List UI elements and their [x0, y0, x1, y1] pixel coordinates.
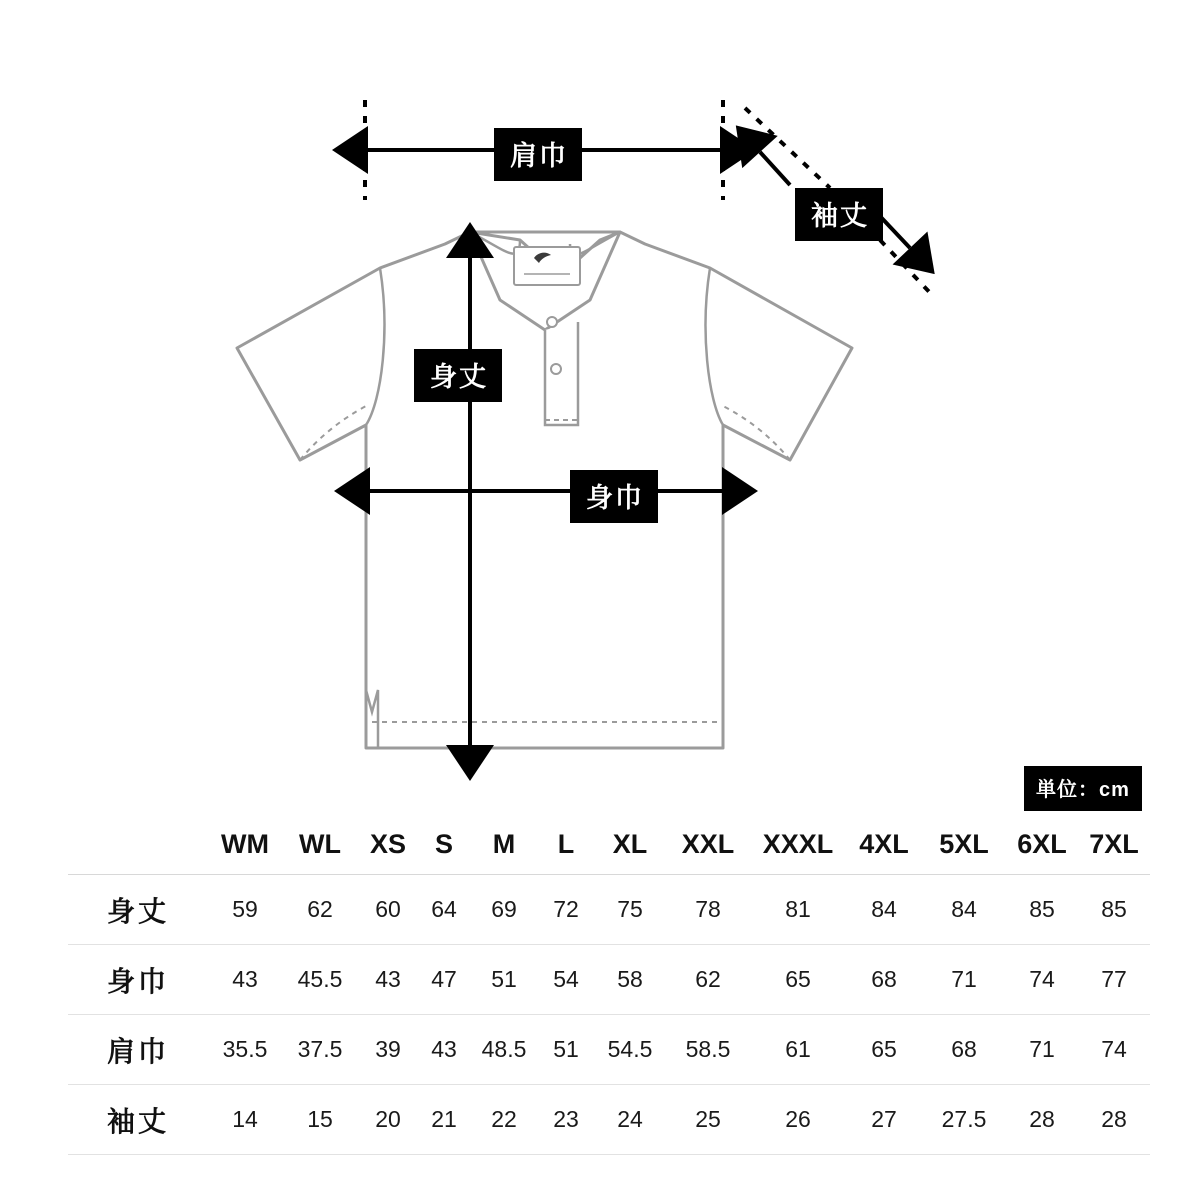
table-cell: 62	[282, 875, 358, 945]
table-cell: 51	[470, 945, 538, 1015]
column-header: XS	[358, 828, 418, 875]
column-header: 5XL	[922, 828, 1006, 875]
measurements-table	[68, 828, 1150, 1155]
table-cell: 20	[358, 1085, 418, 1155]
sleeve-length-arrow-upper	[760, 152, 790, 185]
table-cell: 43	[208, 945, 282, 1015]
table-cell: 71	[922, 945, 1006, 1015]
table-cell: 68	[846, 945, 922, 1015]
table-corner-cell	[68, 828, 208, 875]
table-cell: 58	[594, 945, 666, 1015]
table-cell: 81	[750, 875, 846, 945]
table-cell: 71	[1006, 1015, 1078, 1085]
table-cell: 51	[538, 1015, 594, 1085]
table-cell: 15	[282, 1085, 358, 1155]
button-top	[547, 317, 557, 327]
table-row	[68, 875, 1150, 945]
table-cell: 28	[1078, 1085, 1150, 1155]
table-cell: 64	[418, 875, 470, 945]
table-cell: 22	[470, 1085, 538, 1155]
table-cell: 75	[594, 875, 666, 945]
table-cell: 65	[846, 1015, 922, 1085]
column-header: 4XL	[846, 828, 922, 875]
measurements-table-wrapper	[68, 828, 1143, 1155]
table-cell: 23	[538, 1085, 594, 1155]
table-cell: 27	[846, 1085, 922, 1155]
table-header-row	[68, 828, 1150, 875]
neck-label	[514, 247, 580, 285]
table-cell: 74	[1006, 945, 1078, 1015]
table-cell: 62	[666, 945, 750, 1015]
table-cell: 69	[470, 875, 538, 945]
table-cell: 35.5	[208, 1015, 282, 1085]
label-sleeve-length: 袖丈	[795, 188, 883, 241]
table-cell: 61	[750, 1015, 846, 1085]
table-cell: 60	[358, 875, 418, 945]
table-cell: 77	[1078, 945, 1150, 1015]
table-row	[68, 945, 1150, 1015]
table-cell: 54	[538, 945, 594, 1015]
table-cell: 54.5	[594, 1015, 666, 1085]
row-header: 身丈	[68, 875, 208, 945]
table-cell: 59	[208, 875, 282, 945]
column-header: XXXL	[750, 828, 846, 875]
column-header: WM	[208, 828, 282, 875]
table-cell: 84	[846, 875, 922, 945]
row-header: 袖丈	[68, 1085, 208, 1155]
unit-badge: 単位：cm	[1024, 766, 1142, 811]
table-cell: 47	[418, 945, 470, 1015]
column-header: 7XL	[1078, 828, 1150, 875]
table-cell: 48.5	[470, 1015, 538, 1085]
table-cell: 43	[358, 945, 418, 1015]
button-bottom	[551, 364, 561, 374]
column-header: S	[418, 828, 470, 875]
row-header: 肩巾	[68, 1015, 208, 1085]
column-header: XL	[594, 828, 666, 875]
column-header: 6XL	[1006, 828, 1078, 875]
label-shoulder-width: 肩巾	[494, 128, 582, 181]
table-cell: 39	[358, 1015, 418, 1085]
row-header: 身巾	[68, 945, 208, 1015]
label-body-length: 身丈	[414, 349, 502, 402]
table-cell: 74	[1078, 1015, 1150, 1085]
table-cell: 72	[538, 875, 594, 945]
table-cell: 58.5	[666, 1015, 750, 1085]
table-cell: 28	[1006, 1085, 1078, 1155]
table-cell: 78	[666, 875, 750, 945]
table-cell: 45.5	[282, 945, 358, 1015]
column-header: L	[538, 828, 594, 875]
table-cell: 65	[750, 945, 846, 1015]
table-cell: 85	[1006, 875, 1078, 945]
table-cell: 26	[750, 1085, 846, 1155]
table-cell: 14	[208, 1085, 282, 1155]
table-cell: 21	[418, 1085, 470, 1155]
column-header: XXL	[666, 828, 750, 875]
table-cell: 25	[666, 1085, 750, 1155]
table-cell: 43	[418, 1015, 470, 1085]
table-cell: 85	[1078, 875, 1150, 945]
table-cell: 27.5	[922, 1085, 1006, 1155]
column-header: M	[470, 828, 538, 875]
placket	[545, 322, 578, 425]
table-cell: 84	[922, 875, 1006, 945]
table-row	[68, 1085, 1150, 1155]
table-cell: 68	[922, 1015, 1006, 1085]
table-cell: 24	[594, 1085, 666, 1155]
table-row	[68, 1015, 1150, 1085]
label-body-width: 身巾	[570, 470, 658, 523]
column-header: WL	[282, 828, 358, 875]
table-cell: 37.5	[282, 1015, 358, 1085]
